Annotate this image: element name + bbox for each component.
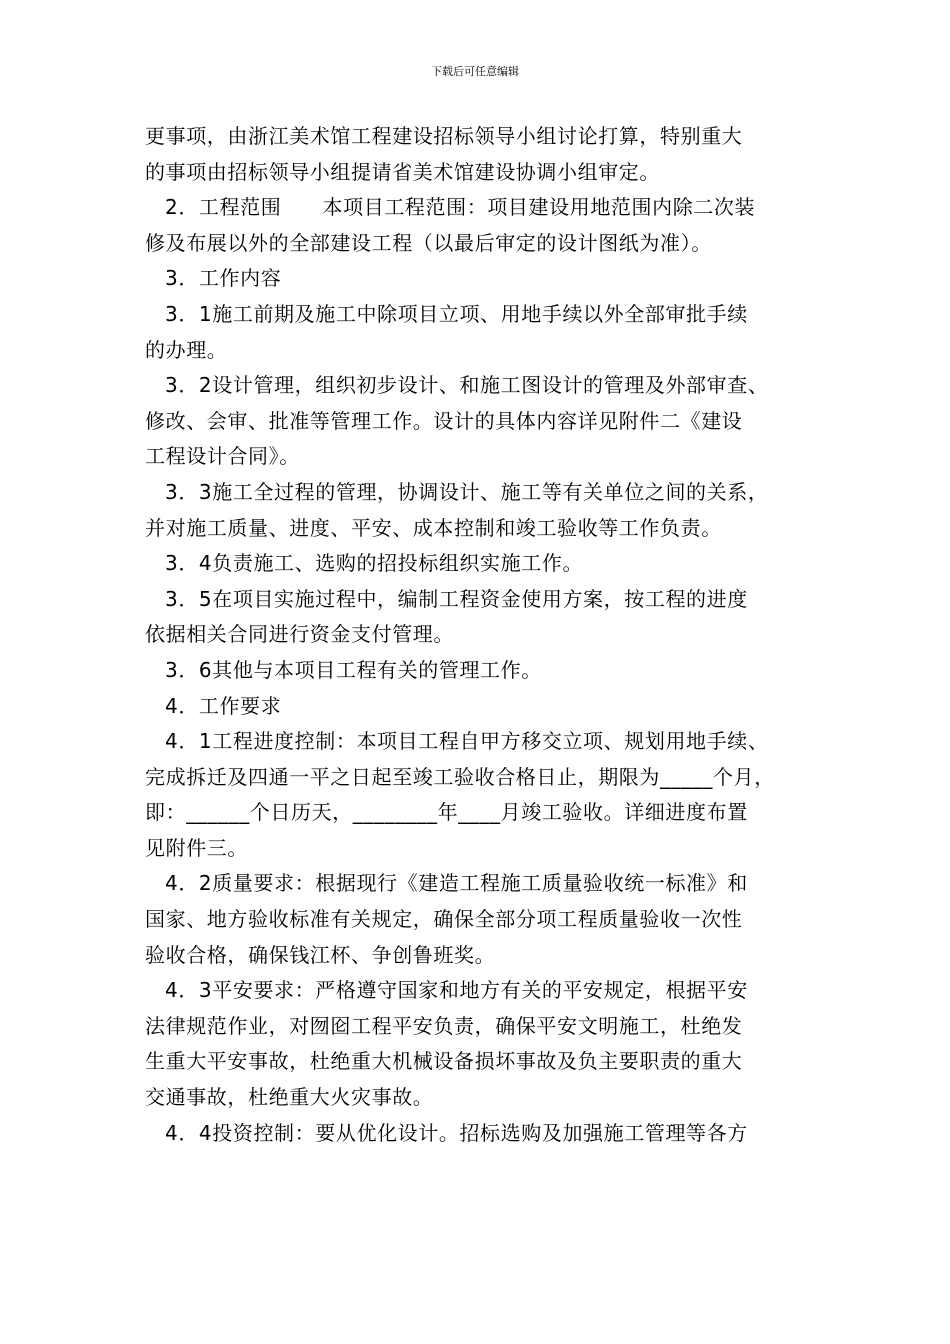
page-header: 下载后可任意编辑	[431, 65, 519, 78]
body-line: 2．工程范围 本项目工程范围：项目建设用地范围内除二次装	[165, 195, 756, 220]
body-line: 完成拆迁及四通一平之日起至竣工验收合格日止，期限为_____个月，	[145, 764, 775, 789]
body-line: 即：______个日历天，________年____月竣工验收。详细进度布置	[145, 800, 748, 825]
body-line: 验收合格，确保钱江杯、争创鲁班奖。	[145, 942, 496, 967]
body-line: 生重大平安事故，杜绝重大机械设备损坏事故及负主要职责的重大	[145, 1049, 743, 1074]
body-line: 见附件三。	[145, 835, 248, 860]
body-line: 3．1施工前期及施工中除项目立项、用地手续以外全部审批手续	[165, 301, 748, 326]
body-line: 4．3平安要求：严格遵守国家和地方有关的平安规定，根据平安	[165, 978, 748, 1003]
body-line: 法律规范作业，对囫囵工程平安负责，确保平安文明施工，杜绝发	[145, 1013, 743, 1038]
body-line: 修改、会审、批准等管理工作。设计的具体内容详见附件二《建设	[145, 408, 743, 433]
body-line: 的办理。	[145, 337, 228, 362]
body-line: 依据相关合同进行资金支付管理。	[145, 622, 454, 647]
body-line: 4．工作要求	[165, 693, 282, 718]
body-line: 3．3施工全过程的管理，协调设计、施工等有关单位之间的关系，	[165, 479, 769, 504]
body-line: 3．5在项目实施过程中，编制工程资金使用方案，按工程的进度	[165, 586, 748, 611]
body-line: 3．4负责施工、选购的招投标组织实施工作。	[165, 551, 584, 576]
body-line: 并对施工质量、进度、平安、成本控制和竣工验收等工作负责。	[145, 515, 722, 540]
body-line: 的事项由招标领导小组提请省美术馆建设协调小组审定。	[145, 159, 660, 184]
body-line: 修及布展以外的全部建设工程（以最后审定的设计图纸为准）。	[145, 230, 712, 255]
body-line: 3．6其他与本项目工程有关的管理工作。	[165, 657, 542, 682]
body-line: 国家、地方验收标准有关规定，确保全部分项工程质量验收一次性	[145, 907, 743, 932]
body-line: 3．2设计管理，组织初步设计、和施工图设计的管理及外部审查、	[165, 373, 769, 398]
body-line: 4．2质量要求：根据现行《建造工程施工质量验收统一标准》和	[165, 871, 748, 896]
body-line: 更事项，由浙江美术馆工程建设招标领导小组讨论打算，特别重大	[145, 124, 743, 148]
body-line: 4．4投资控制：要从优化设计。招标选购及加强施工管理等各方	[165, 1120, 748, 1145]
document-body	[145, 119, 835, 1151]
body-line: 交通事故，杜绝重大火灾事故。	[145, 1085, 434, 1110]
body-line: 4．1工程进度控制：本项目工程自甲方移交立项、规划用地手续、	[165, 729, 769, 754]
body-line: 工程设计合同》。	[145, 444, 300, 469]
body-line: 3．工作内容	[165, 266, 282, 291]
